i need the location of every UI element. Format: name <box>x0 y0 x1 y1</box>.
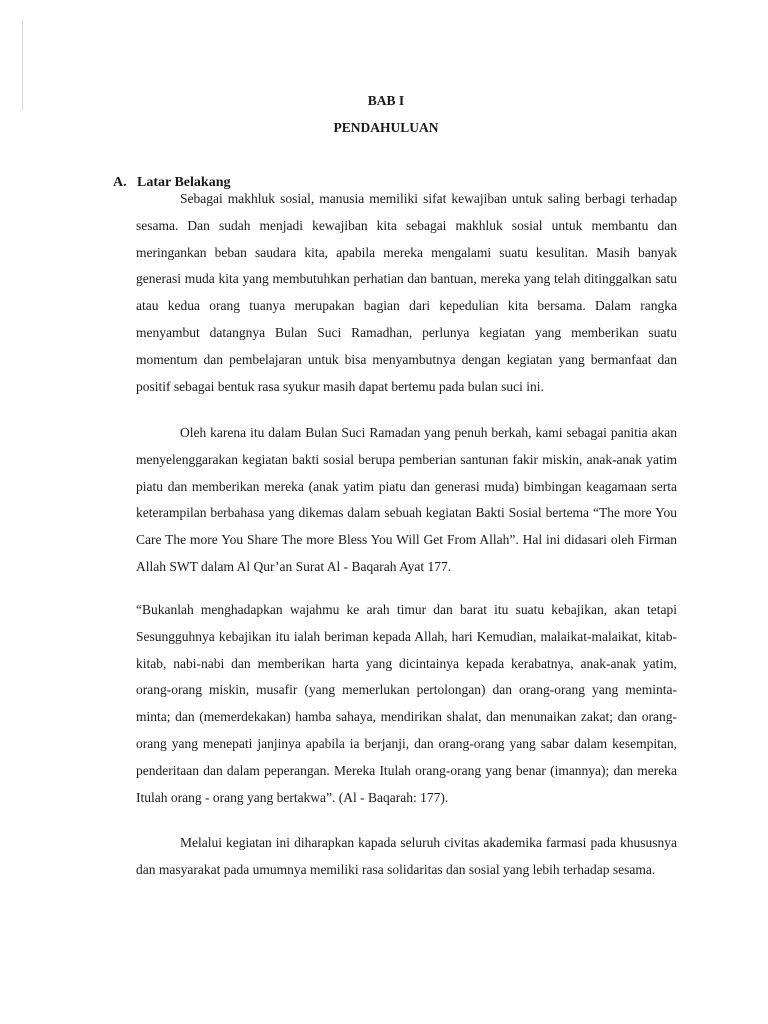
chapter-title: PENDAHULUAN <box>333 120 439 135</box>
paragraph-intro: Sebagai makhluk sosial, manusia memiliki sifat kewajiban untuk saling berbagi terhadap sesama. Dan sudah menjadi kewajiban kita sebagai makhluk sosial untuk membantu dan meringankan beban saudara kita, apabila mereka mengalami suatu kesulitan. Masih banyak generasi muda kita yang membutuhkan perhatian dan bantuan, mereka yang telah ditinggalkan satu atau kedua orang tuanya merupakan bagian dari kepedulian kita bersama. Dalam rangka menyambut datangnya Bulan Suci Ramadhan, perlunya kegiatan yang memberikan suatu momentum dan pembelajaran untuk bisa menyambutnya dengan kegiatan yang bermanfaat dan positif sebagai bentuk rasa syukur masih dapat bertemu pada bulan suci ini. <box>136 191 677 394</box>
chapter-number: BAB I <box>367 93 405 108</box>
paragraph-activity: Oleh karena itu dalam Bulan Suci Ramadan yang penuh berkah, kami sebagai panitia akan menyelenggarakan kegiatan bakti sosial berupa pemberian santunan fakir miskin, anak-anak yatim piatu dan memberikan mereka (anak yatim piatu dan generasi muda) bimbingan keagamaan serta keterampilan berbahasa yang dikemas dalam sebuah kegiatan Bakti Sosial bertema “The more You Care The more You Share The more Bless You Will Get From Allah”. Hal ini didasari oleh Firman Allah SWT dalam Al Qur’an Surat Al - Baqarah Ayat 177. <box>136 425 677 574</box>
paragraph-quote: “Bukanlah menghadapkan wajahmu ke arah timur dan barat itu suatu kebajikan, akan tetapi Sesungguhnya kebajikan itu ialah beriman kepada Allah, hari Kemudian, malaikat-malaikat, kitab-kitab, nabi-nabi dan memberikan harta yang dicintainya kepada kerabatnya, anak-anak yatim, orang-orang miskin, musafir (yang memerlukan pertolongan) dan orang-orang yang meminta-minta; dan (memerdekakan) hamba sahaya, mendirikan shalat, dan menunaikan zakat; dan orang-orang yang menepati janjinya apabila ia berjanji, dan orang-orang yang sabar dalam kesempitan, penderitaan dan dalam peperangan. Mereka Itulah orang-orang yang benar (imannya); dan mereka Itulah orang - orang yang bertakwa”. (Al - Baqarah: 177). <box>136 602 677 805</box>
paragraph-closing: Melalui kegiatan ini diharapkan kapada seluruh civitas akademika farmasi pada khususnya dan masyarakat pada umumnya memiliki rasa solidaritas dan sosial yang lebih terhadap sesama. <box>136 835 677 877</box>
section-letter: A. <box>113 175 127 190</box>
section-title: Latar Belakang <box>137 175 231 190</box>
